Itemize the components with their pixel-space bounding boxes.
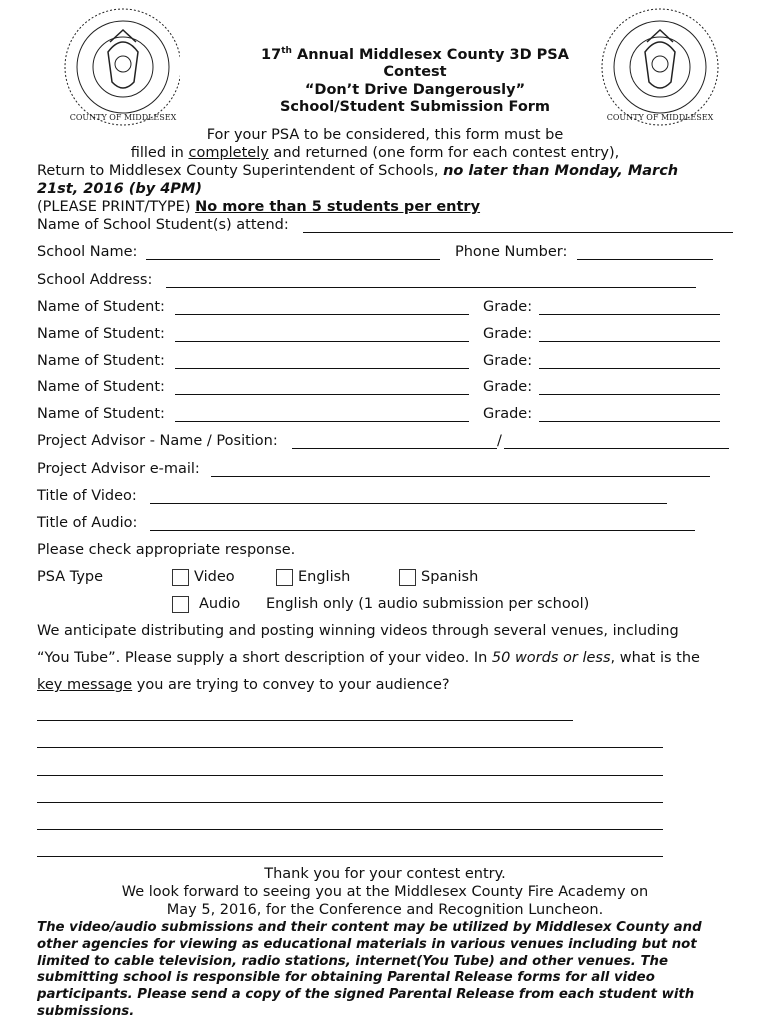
intro-line-1: For your PSA to be considered, this form must be <box>206 127 564 143</box>
school-address-label: School Address: <box>37 272 153 288</box>
advisor-name-field[interactable] <box>292 448 497 449</box>
audio-checkbox[interactable] <box>172 596 189 613</box>
audio-option-label: Audio <box>199 596 241 612</box>
student-1-label: Name of Student: <box>37 299 165 315</box>
grade-1-field[interactable] <box>539 314 720 315</box>
description-field-line-2[interactable] <box>37 747 663 748</box>
description-line-3: key message you are trying to convey to your audience? <box>37 677 450 693</box>
description-field-line-3[interactable] <box>37 775 663 776</box>
description-line-2: “You Tube”. Please supply a short description of your video. In 50 words or less, what is the <box>37 650 700 666</box>
student-4-field[interactable] <box>175 394 469 395</box>
audio-title-field[interactable] <box>150 530 695 531</box>
grade-3-label: Grade: <box>483 353 533 369</box>
student-1-field[interactable] <box>175 314 469 315</box>
student-2-field[interactable] <box>175 341 469 342</box>
county-seal-left <box>30 2 180 126</box>
advisor-name-label: Project Advisor - Name / Position: <box>37 433 278 449</box>
form-title: 17th Annual Middlesex County 3D PSA Contest “Don’t Drive Dangerously” School/Student Submission Form <box>261 46 569 116</box>
grade-5-label: Grade: <box>483 406 533 422</box>
description-field-line-4[interactable] <box>37 802 663 803</box>
video-title-field[interactable] <box>150 503 667 504</box>
academy-text: We look forward to seeing you at the Middlesex County Fire Academy on <box>121 884 649 900</box>
deadline: 21st, 2016 (by 4PM) <box>37 181 202 197</box>
student-3-label: Name of Student: <box>37 353 165 369</box>
grade-4-field[interactable] <box>539 394 720 395</box>
intro-line-2: filled in completely and returned (one form for each contest entry), <box>130 145 620 161</box>
advisor-slash: / <box>497 433 502 449</box>
phone-label: Phone Number: <box>455 244 568 260</box>
school-attend-label: Name of School Student(s) attend: <box>37 217 289 233</box>
psa-type-label: PSA Type <box>37 569 104 585</box>
intro-line-3: Return to Middlesex County Superintendent of Schools, no later than Monday, March <box>37 163 679 179</box>
english-checkbox[interactable] <box>276 569 293 586</box>
audio-title-label: Title of Audio: <box>37 515 138 531</box>
school-name-field[interactable] <box>146 259 440 260</box>
grade-1-label: Grade: <box>483 299 533 315</box>
advisor-position-field[interactable] <box>504 448 729 449</box>
thank-you-text: Thank you for your contest entry. <box>264 866 506 882</box>
luncheon-text: May 5, 2016, for the Conference and Recognition Luncheon. <box>166 902 604 918</box>
spanish-checkbox[interactable] <box>399 569 416 586</box>
description-line-1: We anticipate distributing and posting winning videos through several venues, including <box>37 623 679 639</box>
spanish-option-label: Spanish <box>421 569 479 585</box>
student-4-label: Name of Student: <box>37 379 165 395</box>
description-field-line-5[interactable] <box>37 829 663 830</box>
english-option-label: English <box>298 569 351 585</box>
grade-2-label: Grade: <box>483 326 533 342</box>
phone-field[interactable] <box>577 259 713 260</box>
check-response-text: Please check appropriate response. <box>37 542 296 558</box>
description-field-line-6[interactable] <box>37 856 663 857</box>
description-field-line-1[interactable] <box>37 720 573 721</box>
grade-2-field[interactable] <box>539 341 720 342</box>
video-option-label: Video <box>194 569 235 585</box>
audio-note: English only (1 audio submission per school) <box>266 596 590 612</box>
school-name-label: School Name: <box>37 244 138 260</box>
school-attend-field[interactable] <box>303 232 733 233</box>
advisor-email-field[interactable] <box>211 476 710 477</box>
student-5-label: Name of Student: <box>37 406 165 422</box>
grade-3-field[interactable] <box>539 368 720 369</box>
grade-5-field[interactable] <box>539 421 720 422</box>
student-3-field[interactable] <box>175 368 469 369</box>
video-title-label: Title of Video: <box>37 488 137 504</box>
school-address-field[interactable] <box>166 287 696 288</box>
student-2-label: Name of Student: <box>37 326 165 342</box>
advisor-email-label: Project Advisor e-mail: <box>37 461 200 477</box>
disclaimer-text: The video/audio submissions and their content may be utilized by Middlesex County and other agencies for viewing as educational materials in various venues including but not limited to cable television, radio stations, internet(You Tube) and other venues. The submitting school is responsible for obtaining Parental Release forms for all video participants. Please send a copy of the signed Parental Release from each student with submissions. <box>37 920 702 1019</box>
print-instructions: (PLEASE PRINT/TYPE) No more than 5 students per entry <box>37 199 481 215</box>
video-checkbox[interactable] <box>172 569 189 586</box>
student-5-field[interactable] <box>175 421 469 422</box>
svg-text:COUNTY OF MIDDLESEX: COUNTY OF MIDDLESEX <box>606 113 714 122</box>
svg-text:COUNTY OF MIDDLESEX: COUNTY OF MIDDLESEX <box>69 113 177 122</box>
grade-4-label: Grade: <box>483 379 533 395</box>
